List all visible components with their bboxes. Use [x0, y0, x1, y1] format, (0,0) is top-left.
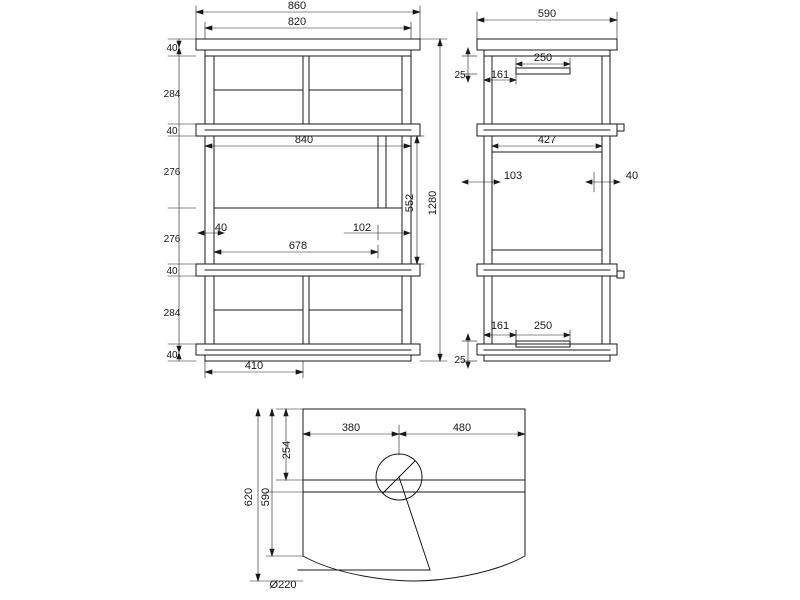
dim-mid-rail-1: 40 [166, 126, 178, 137]
dim-mid-height: 552 [404, 193, 416, 213]
dim-inner-left: 103 [503, 170, 523, 182]
dim-top-rail: 40 [166, 43, 178, 54]
dim-top-slot: 250 [533, 52, 553, 64]
dim-right-offset: 102 [352, 222, 372, 234]
dim-bottom-offset: 161 [490, 320, 510, 332]
dim-inner-span: 678 [288, 240, 308, 252]
plan-view [250, 409, 525, 581]
dim-hole-diameter: Ø220 [269, 579, 297, 591]
dim-bottom-slot: 250 [533, 320, 553, 332]
dim-bay4: 284 [163, 308, 181, 319]
dim-shelf-depth: 427 [537, 134, 557, 146]
dim-mid-rail-2: 40 [166, 266, 178, 277]
dim-inner-right: 40 [625, 170, 639, 182]
dim-top-offset: 161 [490, 69, 510, 81]
dim-overall-height: 1280 [427, 190, 439, 216]
dim-shelf-width: 840 [294, 134, 314, 146]
dim-depth-inner: 254 [281, 440, 293, 460]
dim-bay1: 284 [163, 89, 181, 100]
dim-top-gap: 25 [454, 70, 466, 81]
dim-bottom-rail: 40 [166, 350, 178, 361]
side-elevation [462, 12, 624, 368]
front-elevation [168, 6, 447, 378]
dim-bay3: 276 [163, 234, 181, 245]
dim-bottom-gap: 25 [454, 355, 466, 366]
dim-bay2: 276 [163, 167, 181, 178]
dim-depth-total: 620 [243, 487, 255, 507]
dim-inner-width: 820 [287, 16, 307, 28]
dim-overall-depth: 590 [537, 8, 557, 20]
dim-front-section: 380 [341, 422, 361, 434]
dim-base-width: 410 [244, 360, 264, 372]
dim-overall-width: 860 [287, 0, 307, 12]
dim-left-offset: 40 [214, 222, 228, 234]
dim-depth-mid: 590 [260, 487, 272, 507]
dim-rear-section: 480 [452, 422, 472, 434]
